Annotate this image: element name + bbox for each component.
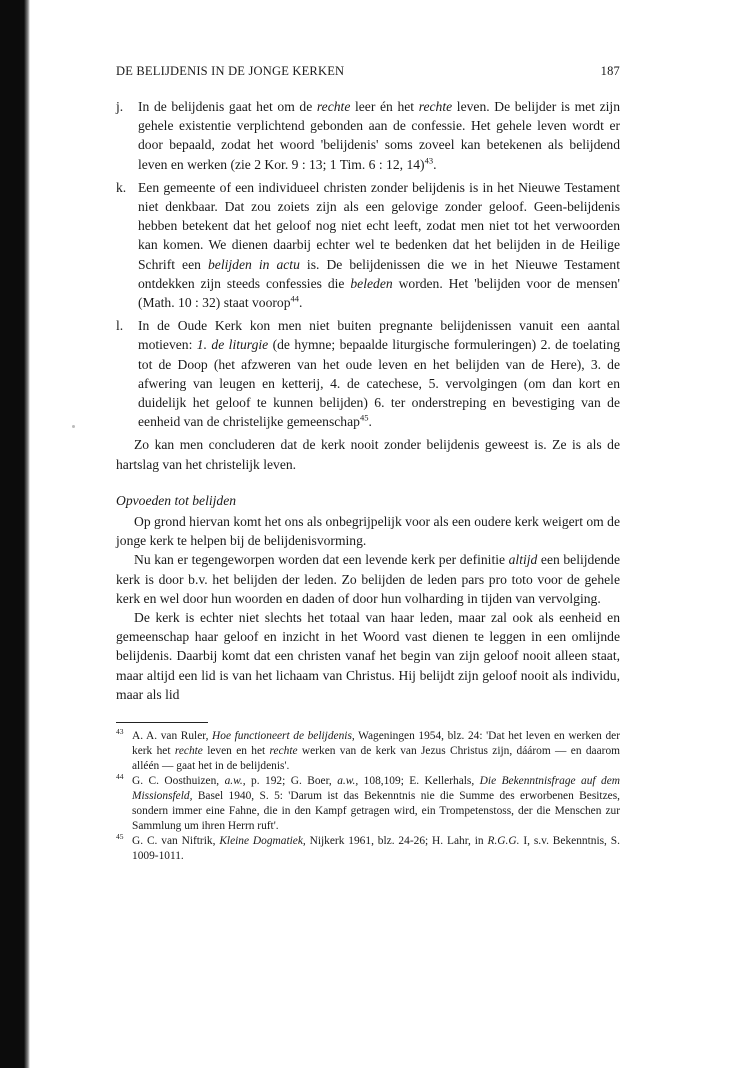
text-run: .: [299, 295, 303, 311]
text-run: 108,109; E. Kellerhals,: [358, 775, 480, 788]
footnote-44: [116, 774, 620, 834]
footnote-num-text: 43: [116, 727, 124, 737]
italic-run: Die Bekenntnisfrage auf dem Missionsfeld,: [132, 775, 621, 803]
item-text: [138, 178, 620, 312]
italic-run: belijden in actu: [207, 256, 300, 272]
text-run: (de hymne; bepaalde liturgische formuleringen) 2. de toelating tot de Doop (het afzweren van het oude leven en het belijden van de Here), 3. de afwering van leugen en ketterij, 4. de catechese, 5. vervolgingen (om dan kort en duidelijk het geloof te kunnen belijden) 6. ter onderstreping en bevestiging van de eenheid van de christelijke gemeenschap: [138, 337, 621, 430]
book-page: [116, 64, 620, 864]
text-run: Nijkerk 1961, blz. 24-26; H. Lahr, in: [305, 835, 488, 848]
italic-run: a.w.,: [337, 775, 359, 788]
italic-run: altijd: [508, 552, 538, 568]
text-run: Een gemeente of een individueel christen zonder belijdenis is in het Nieuwe Testament niet denkbaar. Dat zou zoiets zijn als een gelovige zonder geloof. Geen-belijdenis hebben betekent dat het geloof nog niet echt leeft, zodat men niet tot het verwoorden kan komen. We dienen daarbij echter wel te bedenken dat het belijden in de Heilige Schrift een: [138, 179, 620, 272]
conclusion-paragraph: Zo kan men concluderen dat de kerk nooit zonder belijdenis geweest is. Ze is als de hartslag van het christelijk leven.: [116, 437, 620, 472]
scan-speck: [72, 425, 75, 428]
page-number: 187: [600, 64, 620, 78]
text-run: Wageningen 1954, blz. 24: 'Dat het leven en werken der kerk het: [132, 730, 620, 758]
footnote-num-text: 45: [116, 832, 124, 842]
footnote-number: [116, 834, 132, 864]
list-item-k: [116, 178, 620, 312]
footnote-num-text: 44: [116, 772, 124, 782]
list-item-l: [116, 316, 620, 431]
text-run: I, s.v. Bekenntnis, S. 1009-1011.: [132, 835, 620, 863]
text-run: .: [433, 156, 437, 172]
footnote-divider: [116, 722, 208, 723]
footnote-43: [116, 729, 620, 774]
text-run: Nu kan er tegengeworpen worden dat een levende kerk per definitie: [134, 552, 509, 568]
paragraph-2: [116, 550, 620, 608]
footnote-number: [116, 729, 132, 774]
italic-run: beleden: [350, 275, 393, 291]
running-title: DE BELIJDENIS IN DE JONGE KERKEN: [116, 64, 345, 78]
footnote-number: [116, 774, 132, 834]
text-run: leer én het: [350, 99, 419, 114]
footnote-text: [132, 774, 620, 834]
italic-run: rechte: [174, 745, 203, 758]
text-run: G. C. van Niftrik,: [132, 835, 220, 848]
text-run: In de Oude Kerk kon men niet buiten pregnante belijdenissen vanuit een aantal motieven:: [138, 318, 620, 353]
footnote-45: [116, 834, 620, 864]
running-header: [116, 64, 620, 79]
item-text: [138, 316, 620, 431]
italic-run: a.w.,: [224, 775, 246, 788]
text-run: een belijdende kerk is door b.v. het belijden der leden. Zo belijden de leden pars pro toto voor de gehele kerk en wel door hun woorden en daden of door hun volharding in tijden van vervolging.: [116, 552, 620, 606]
text-run: A. A. van Ruler,: [132, 730, 213, 743]
footnote-ref-44[interactable]: 44: [290, 293, 300, 304]
section-heading: Opvoeden tot belijden: [116, 492, 237, 508]
footnote-text: [132, 834, 620, 864]
italic-run: 1. de liturgie: [196, 337, 269, 353]
text-run: Basel 1940, S. 5: 'Darum ist das Bekenntnis nie die Summe des erworbenen Besitzes, sondern immer eine Fahne, die in den Kampf getragen wird, ein Trompetenstoss, der die Menschen zur Sammlung um ihren Herrn ruft'.: [132, 790, 620, 833]
scan-edge: [0, 0, 30, 1068]
text-run: leven en het: [202, 745, 270, 758]
text-run: .: [368, 414, 372, 430]
item-text: [138, 97, 620, 174]
item-label: k.: [116, 179, 127, 195]
text-run: werken van de kerk van Jezus Christus zijn, dáárom — en daarom alléén — gaat het in de belijdenis'.: [132, 745, 621, 773]
text-run: leven. De belijder is met zijn gehele existentie verplichtend gebonden aan de confessie. Het gehele leven wordt er door bepaald, zodat het woord 'belijdenis' soms zoveel kan betekenen als belijdend leven en werken (zie 2 Kor. 9 : 13; 1 Tim. 6 : 12, 14): [138, 99, 621, 172]
text-run: worden. Het 'belijden voor de mensen' (Math. 10 : 32) staat voorop: [138, 275, 620, 311]
text-run: is. De belijdenissen die we in het Nieuwe Testament ontdekken zijn steeds confessies die: [138, 256, 620, 291]
footnote-ref-43[interactable]: 43: [424, 155, 434, 166]
italic-run: Kleine Dogmatiek,: [219, 835, 306, 848]
italic-run: Hoe functioneert de belijdenis,: [212, 730, 355, 743]
text-run: p. 192; G. Boer,: [245, 775, 338, 788]
paragraph-3: De kerk is echter niet slechts het totaal van haar leden, maar zal ook als eenheid en gemeenschap haar geloof en inzicht in het Woord vast dienen te leggen in een omlijnde belijdenis. Daarbij komt dat een christen vanaf het begin van zijn geloof nooit alleen staat, maar altijd een lid is van het lichaam van Christus. Hij belijdt zijn geloof nooit als individu, maar als lid: [116, 610, 620, 702]
item-label: j.: [116, 99, 124, 114]
text-run: In de belijdenis gaat het om de: [138, 99, 317, 114]
list-item-j: [116, 97, 620, 174]
footnote-text: [132, 729, 620, 774]
item-label: l.: [116, 318, 124, 334]
italic-run: R.G.G.: [487, 835, 520, 848]
italic-run: rechte: [418, 99, 453, 114]
italic-run: rechte: [316, 99, 351, 114]
text-run: G. C. Oosthuizen,: [132, 775, 225, 788]
paragraph-1: Op grond hiervan komt het ons als onbegrijpelijk voor als een oudere kerk weigert om de jonge kerk te helpen bij de belijdenisvorming.: [116, 514, 620, 549]
footnote-ref-45[interactable]: 45: [359, 412, 369, 423]
italic-run: rechte: [269, 745, 298, 758]
